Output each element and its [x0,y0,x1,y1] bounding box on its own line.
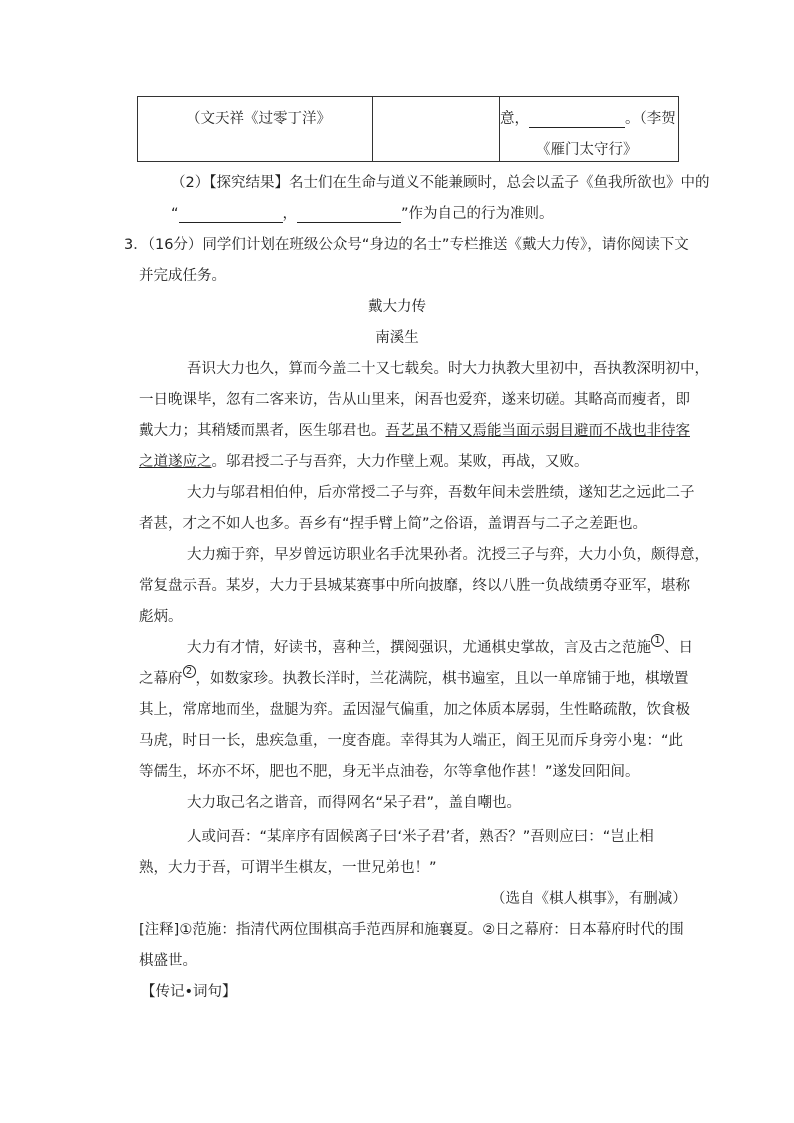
p4-line2-tail: ，如数家珍。执教长洋时，兰花满院，棋书遍室，且以一单席铺于地，棋墩置 [195,671,689,687]
p4-line1-tail: 、日 [664,640,693,656]
section-heading: 【传记•词句】 [141,984,237,1000]
p6-line2: 熟，大力于吾，可谓半生棋友，一世兄弟也！” [139,860,437,876]
notes-line1: [注释]①范施：指清代两位围棋高手范西屏和施襄夏。②日之幕府：日本幕府时代的围 [139,922,684,938]
p5-line1: 大力取己名之谐音，而得网名“呆子君”，盖自嘲也。 [187,795,522,811]
q2-open-quote: “ [171,206,179,222]
p4-line5: 等儒生，坏亦不坏，肥也不肥，身无半点油卷，尔等拿他作甚！”遂发回阳间。 [139,764,640,780]
table-cell-3 [500,97,679,162]
p1-underlined-b: 之道遂应之 [139,454,212,470]
p4-line3: 其上，常席地而坐，盘腿为弈。孟因湿气偏重，加之体质本孱弱，生性略疏散，饮食极 [139,702,690,718]
p1-line2: 一日晚课毕，忽有二客来访，告从山里来，闲吾也爱弈，遂来切磋。其略高而瘦者，即 [139,392,690,408]
p3-line1: 大力痴于弈，早岁曾远访职业名手沈果孙者。沈授三子与弈，大力小负，颇得意， [187,547,709,563]
p3-line3: 彪炳。 [139,609,183,625]
table-cell-2 [373,97,500,162]
article-title: 戴大力传 [368,299,426,315]
p4-line2 [139,667,689,688]
article-source: （选自《棋人棋事》，有删减） [491,891,687,907]
q3-line2: 并完成任务。 [139,268,226,284]
p2-line2: 者甚，才之不如人也多。吾乡有“捏手臂上简”之俗语，盖谓吾与二子之差距也。 [139,516,648,532]
q2-comma: ， [282,206,298,222]
poem-table [137,96,679,162]
p1-line4 [139,450,589,471]
p4-line2-head: 之幕府 [139,671,183,687]
table-cell-3-line2: 《雁门太守行》 [536,142,638,158]
q2-line2 [171,202,554,223]
table-cell-1-text: （文天祥《过零丁洋》 [186,111,331,127]
p6-line1: 人或问吾：“某庠序有固候离子曰‘米子君’者，熟否？”吾则应曰：“岂止相 [187,829,654,845]
footnote-marker-1: 1 [651,634,664,647]
notes-line2: 棋盛世。 [139,953,197,969]
p4-line1-text: 大力有才情，好读书，喜种兰，撰阅强识，尤通棋史掌故，言及古之范施 [187,640,651,656]
answer-blank[interactable] [529,113,625,128]
p2-line1: 大力与邬君相伯仲，后亦常授二子与弈，吾数年间未尝胜绩，遂知艺之远此二子 [187,485,695,501]
p1-line3 [139,419,690,440]
p4-line4: 马虎，时日一长，患疾急重，一度杳鹿。幸得其为人端正，阎王见而斥身旁小鬼：“此 [139,733,684,749]
table-cell-1 [138,97,373,162]
p1-tail: 。邬君授二子与吾弈，大力作壁上观。某败，再战，又败。 [211,454,589,470]
table-cell-3-line1 [500,97,678,128]
answer-blank[interactable] [297,208,401,223]
p1-line1: 吾识大力也久，算而今盖二十又七载矣。时大力执教大里初中，吾执教深明初中， [187,361,709,377]
table-cell-3-end: 。（李贺 [625,111,676,127]
table-cell-3-start: 意， [500,111,529,127]
p1-line3-text: 戴大力；其稍矮而黑者，医生邬君也。 [139,423,386,439]
footnote-marker-2: 2 [183,665,196,678]
p1-underlined-a: 吾艺虽不精又焉能当面示弱目避而不战也非待客 [385,423,690,439]
answer-blank[interactable] [179,208,283,223]
p3-line2: 常复盘示吾。某岁，大力于县城某赛事中所向披靡，终以八胜一负战绩勇夺亚军，堪称 [139,578,690,594]
q2-line1: （2）【探究结果】名士们在生命与道义不能兼顾时，总会以孟子《鱼我所欲也》中的 [171,175,710,191]
article-author: 南溪生 [375,330,419,346]
p4-line1 [187,636,693,657]
q2-end: ”作为自己的行为准则。 [401,206,554,222]
q3-line1: 3．（16分）同学们计划在班级公众号“身边的名士”专栏推送《戴大力传》，请你阅读下文 [124,237,689,253]
